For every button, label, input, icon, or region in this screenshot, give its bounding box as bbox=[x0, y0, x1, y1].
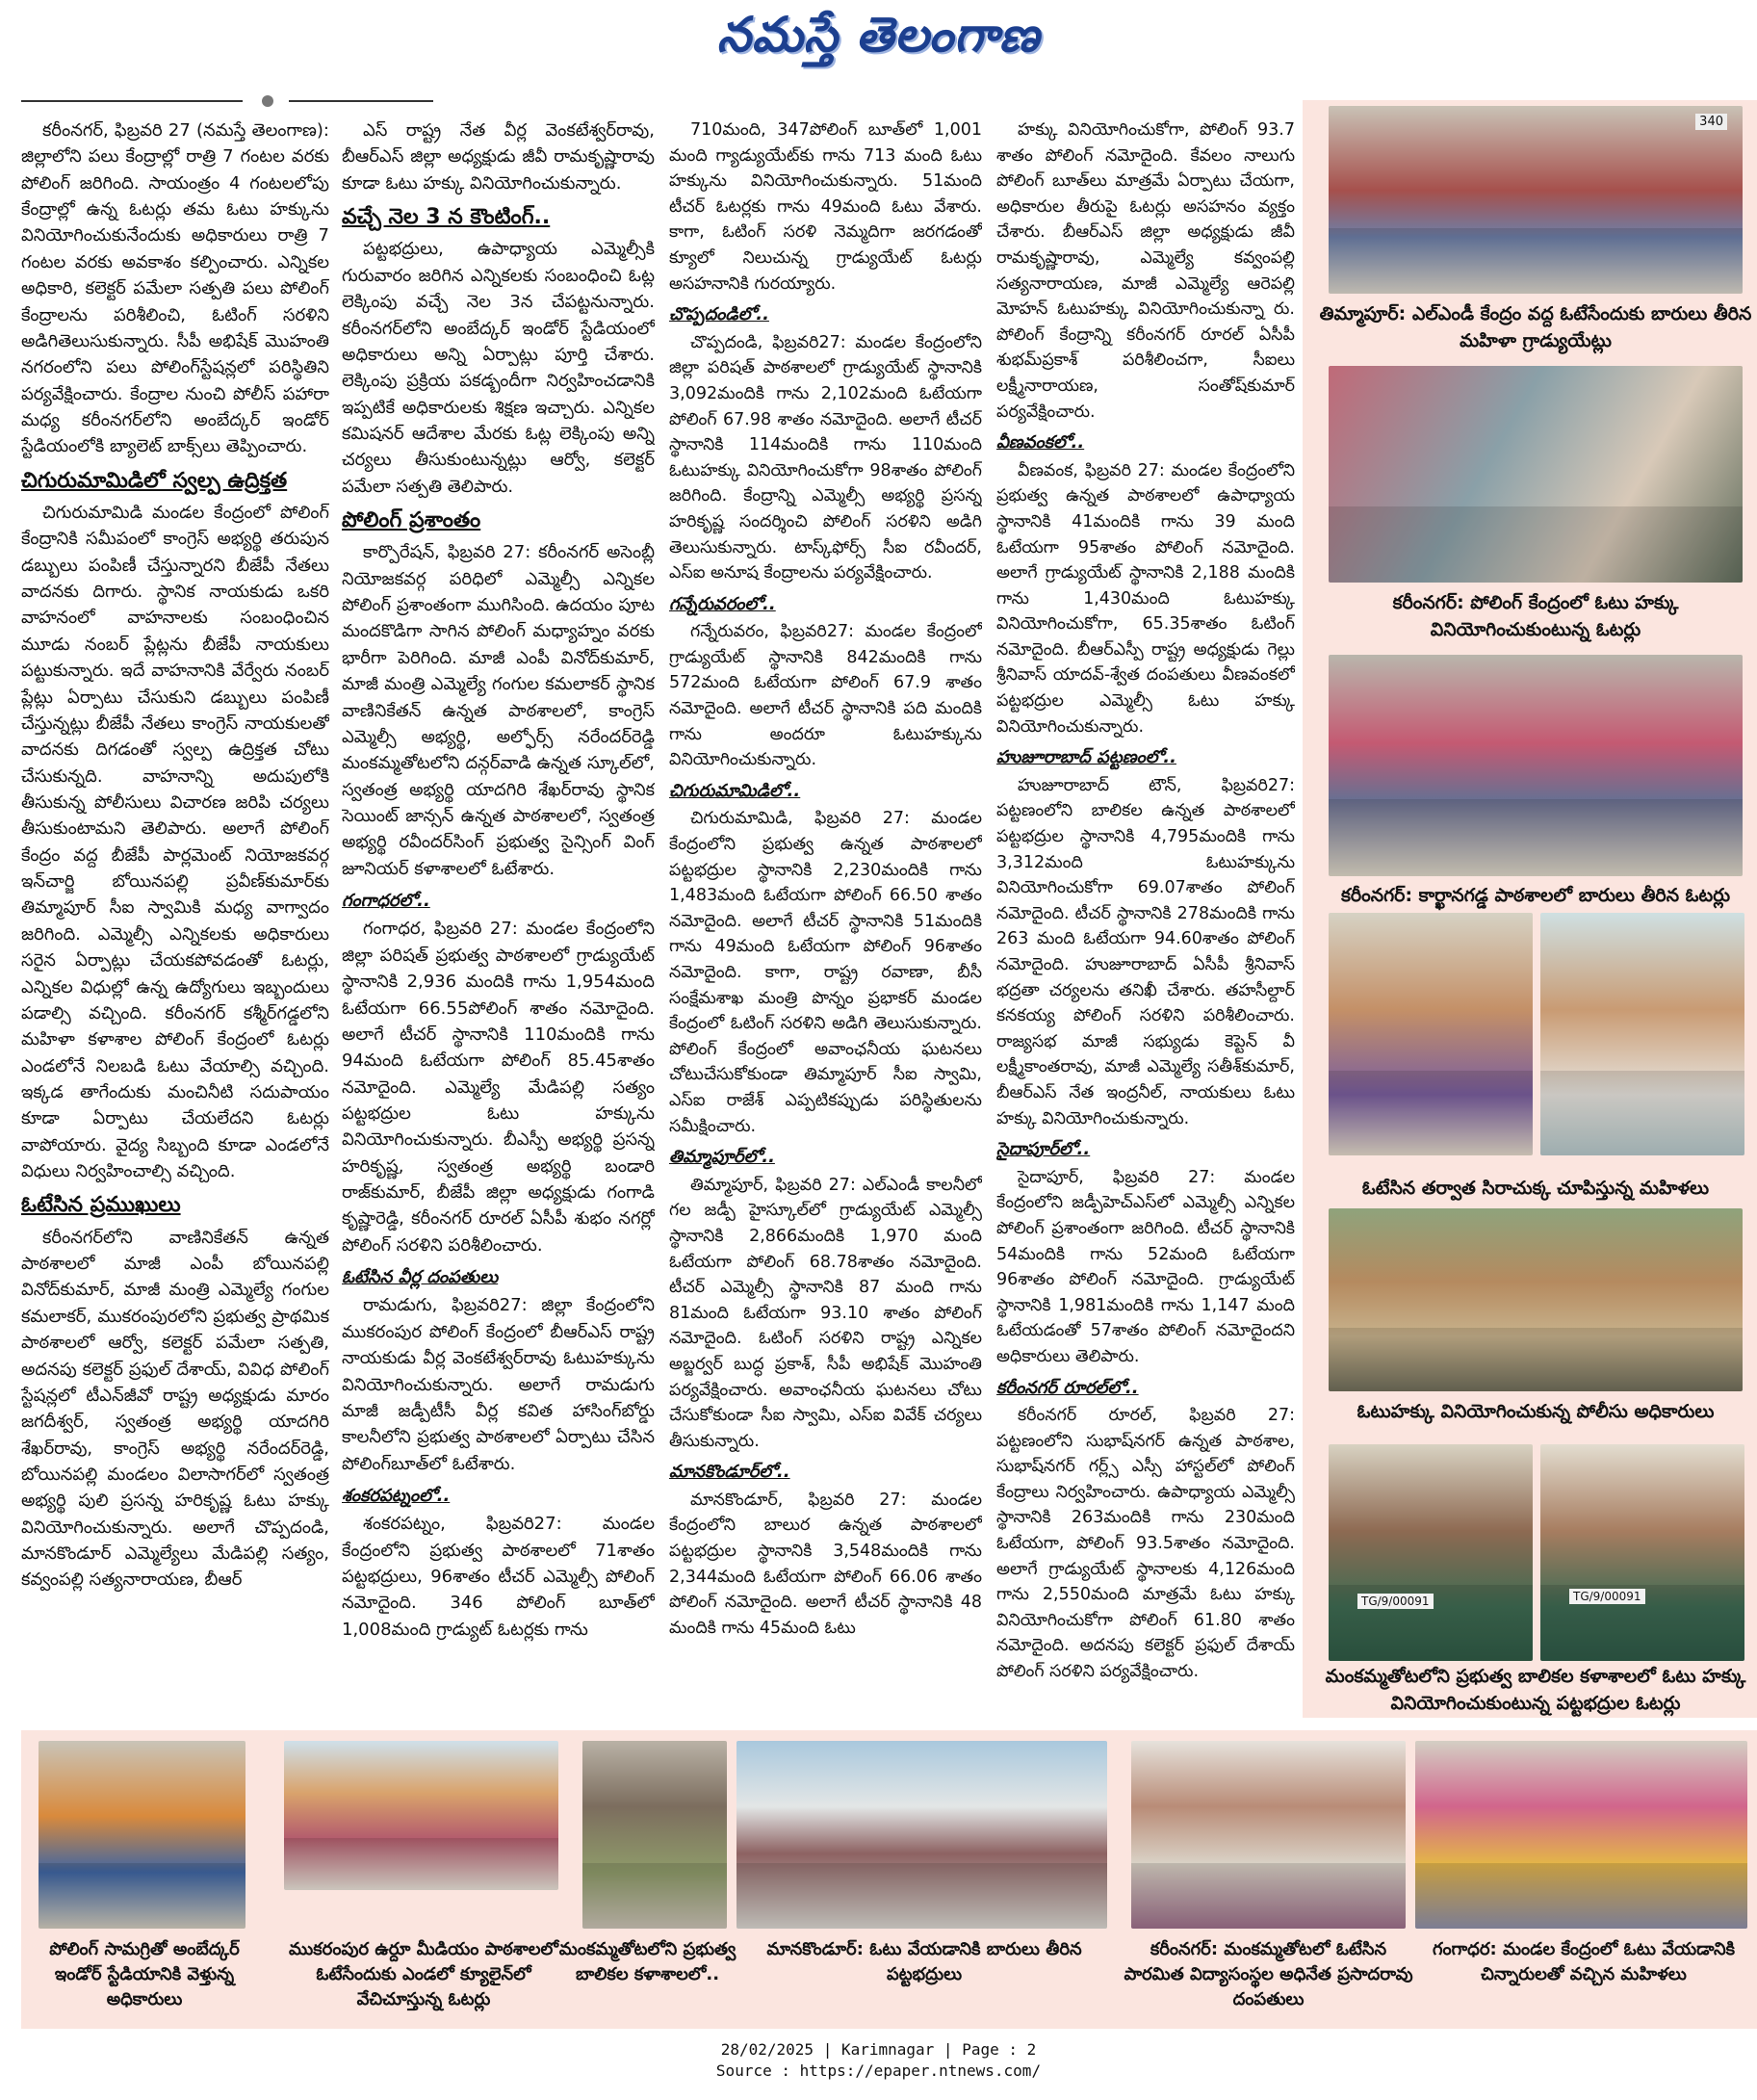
section-heading: గంగాధరలో.. bbox=[342, 891, 430, 912]
photo-woman-ink-2 bbox=[1540, 913, 1744, 1155]
sidebar-caption-2: కరీంనగర్: పోలింగ్ కేంద్రంలో ఓటు హక్కు వినియోగించుకుంటున్న ఓటర్లు bbox=[1392, 592, 1679, 640]
sidebar-caption-3: కరీంనగర్: కార్ఖానగడ్డ పాఠశాలలో బారులు తీరిన ఓటర్లు bbox=[1340, 885, 1731, 906]
section-heading: సైదాపూర్‌లో.. bbox=[996, 1139, 1091, 1160]
photo-queue-karkhanagadda bbox=[1329, 655, 1743, 876]
article-column-1 bbox=[21, 117, 329, 1599]
section-heading: మానకొండూర్‌లో.. bbox=[669, 1462, 790, 1483]
article-paragraph: చిగురుమామిడి, ఫిబ్రవరి 27: మండల కేంద్రంలోని ప్రభుత్వ ఉన్నత పాఠశాలలో పట్టభద్రుల స్థానానికి 2,230మందికి గాను 1,483మంది ఓటేయగా పోలింగ్ 66.50 శాతం నమోదైంది. అలాగే టీచర్ స్థానానికి 51మందికి గాను 49మంది ఓటేయగా పోలింగ్ 96శాతం నమోదైంది. కాగా, రాష్ట్ర రవాణా, బీసీ సంక్షేమశాఖ మంత్రి పొన్నం ప్రభాకర్ మండల కేంద్రంలో ఓటింగ్ సరళిని అడిగి తెలుసుకున్నారు. పోలింగ్ కేంద్రంలో అవాంఛనీయ ఘటనలు చోటుచేసుకోకుండా తిమ్మాపూర్ సీఐ స్వామి, ఎస్ఐ రాజేశ్ ఎప్పటికప్పుడు పరిస్థితులను సమీక్షించారు. bbox=[669, 809, 982, 1136]
section-heading: గన్నేరువరంలో.. bbox=[669, 593, 776, 614]
article-paragraph: పట్టభద్రులు, ఉపాధ్యాయ ఎమ్మెల్సీకి గురువారం జరిగిన ఎన్నికలకు సంబంధించి ఓట్ల లెక్కింపు వచ్చే నెల 3న చేపట్టనున్నారు. కరీంనగర్‌లోని అంబేద్కర్ ఇండోర్ స్టేడియంలో అధికారులు అన్ని ఏర్పాట్లు పూర్తి చేశారు. లెక్కింపు ప్రక్రియ పకడ్బందీగా నిర్వహించడానికి ఇప్పటికే అధికారులకు శిక్షణ ఇచ్చారు. ఎన్నికల కమిషనర్ ఆదేశాల మేరకు ఓట్ల లెక్కింపు అన్ని చర్యలు తీసుకుంటున్నట్లు ఆర్వో, కలెక్టర్ పమేలా సత్పతి తెలిపారు. bbox=[342, 239, 655, 497]
article-column-3 bbox=[669, 117, 982, 1646]
ballot-box-label-2: TG/9/00091 bbox=[1569, 1589, 1645, 1604]
sidebar-caption-5: ఓటుహక్కు వినియోగించుకున్న పోలీసు అధికారులు bbox=[1357, 1401, 1715, 1422]
article-paragraph: మానకొండూర్, ఫిబ్రవరి 27: మండల కేంద్రంలోని బాలుర ఉన్నత పాఠశాలలో పట్టభద్రుల స్థానానికి 3,548మందికి గాను 2,344మంది ఓటేయగా పోలింగ్ 66.06 శాతం పోలింగ్ నమోదైంది. అలాగే టీచర్ స్థానానికి 48 మందికి గాను 45మంది ఓటు bbox=[669, 1490, 982, 1638]
footer-source: Source : https://epaper.ntnews.com/ bbox=[715, 2061, 1042, 2080]
article-paragraph: గంగాధర, ఫిబ్రవరి 27: మండల కేంద్రంలోని జిల్లా పరిషత్ ప్రభుత్వ పాఠశాలలో గ్రాడ్యుయేట్ స్థానానికి 2,936 మందికి గాను 1,954మంది ఓటేయగా 66.55పోలింగ్ శాతం నమోదైంది. అలాగే టీచర్ స్థానానికి 110మందికి గాను 94మంది ఓటేయగా పోలింగ్ 85.45శాతం నమోదైంది. ఎమ్మెల్యే మేడిపల్లి సత్యం పట్టభద్రుల ఓటు హక్కును వినియోగించుకున్నారు. బీఎస్పీ అభ్యర్థి ప్రసన్న హరికృష్ణ, స్వతంత్ర అభ్యర్థి బండారి రాజ్‌కుమార్, బీజేపీ జిల్లా అధ్యక్షుడు గంగాడి కృష్ణారెడ్డి, కరీంనగర్ రూరల్ ఏసీపీ శుభం నగర్లో పోలింగ్ సరళిని పరిశీలించారు. bbox=[342, 919, 655, 1256]
sidebar-caption-1: తిమ్మాపూర్: ఎల్ఎండీ కేంద్రం వద్ద ఓటేసేందుకు బారులు తీరిన మహిళా గ్రాడ్యుయేట్లు bbox=[1319, 303, 1752, 351]
room-number-sign: 340 bbox=[1695, 114, 1727, 130]
article-column-4 bbox=[996, 117, 1295, 1691]
article-paragraph: చిగురుమామిడి మండల కేంద్రంలో పోలింగ్ కేంద్రానికి సమీపంలో కాంగ్రెస్ అభ్యర్థి తరుపున డబ్బులు పంపిణీ చేస్తున్నారని బీజేపీ నేతలు వాదనకు దిగారు. స్థానిక నాయకుడు ఒకరి వాహనంలో వాహనాలకు సంబంధించిన మూడు నంబర్ ప్లేట్లను బీజేపీ నాయకులు పట్టుకున్నారు. ఇదే వాహనానికి వేర్వేరు నంబర్ ప్లేట్లు ఏర్పాటు చేసుకుని డబ్బులు పంపిణీ చేస్తున్నట్లు బీజేపీ నేతలు కాంగ్రెస్ నాయకులతో వాదనకు దిగడంతో స్వల్ప ఉద్రిక్తత చోటు చేసుకున్నది. వాహనాన్ని అదుపులోకి తీసుకున్న పోలీసులు విచారణ జరిపి చర్యలు తీసుకుంటామని తెలిపారు. అలాగే పోలింగ్ కేంద్రం వద్ద బీజేపీ పార్లమెంట్ నియోజకవర్గ ఇన్‌చార్జి బోయినపల్లి ప్రవీణ్‌కుమార్‌కు తిమ్మాపూర్ సీఐ స్వామికి మధ్య వాగ్వాదం జరిగింది. ఎమ్మెల్సీ ఎన్నికలకు అధికారులు సరైన ఏర్పాట్లు చేయకపోవడంతో ఓటర్లు, ఎన్నికల విధుల్లో ఉన్న ఉద్యోగులు ఇబ్బందులు పడాల్సి వచ్చింది. కరీంనగర్ కశ్మీర్‌గడ్డలోని మహిళా కళాశాల పోలింగ్ కేంద్రంలో ఓటర్లు ఎండలోనే నిలబడి ఓటు వేయాల్సి వచ్చింది. ఇక్కడ తాగేందుకు మంచినీటి సదుపాయం కూడా ఏర్పాటు చేయలేదని ఓటర్లు వాపోయారు. వైద్య సిబ్బంది కూడా ఎండలోనే విధులు నిర్వహించాల్సి వచ్చింది. bbox=[21, 503, 329, 1182]
photo-officials-with-material bbox=[39, 1741, 245, 1929]
photo-ballot-box-2 bbox=[1540, 1444, 1744, 1661]
article-paragraph: వీణవంక, ఫిబ్రవరి 27: మండల కేంద్రంలోని ప్రభుత్వ ఉన్నత పాఠశాలలో ఉపాధ్యాయ స్థానానికి 41మందికి గాను 39 మంది ఓటేయగా 95శాతం పోలింగ్ నమోదైంది. అలాగే గ్రాడ్యుయేట్ స్థానానికి 2,188 మందికి గాను 1,430మంది ఓటుహక్కు వినియోగించుకోగా, 65.35శాతం ఓటింగ్ నమోదైంది. బీఆర్ఎస్పీ రాష్ట్ర అధ్యక్షుడు గెల్లు శ్రీనివాస్ యాదవ్-శ్వేత దంపతులు వీణవంకలో పట్టభద్రుల ఎమ్మెల్సీ ఓటు హక్కు వినియోగించుకున్నారు. bbox=[996, 460, 1295, 737]
photo-manakondur-queue bbox=[736, 1741, 1107, 1929]
bottom-caption-3: మంకమ్మతోటలోని ప్రభుత్వ బాలికల కళాశాలలో.. bbox=[558, 1939, 736, 1984]
bottom-caption-1: పోలింగ్ సామగ్రితో అంబేద్కర్ ఇండోర్ స్టేడియానికి వెళ్తున్న అధికారులు bbox=[49, 1939, 240, 2009]
sidebar-caption-4: ఓటేసిన తర్వాత సిరాచుక్క చూపిస్తున్న మహిళలు bbox=[1361, 1178, 1710, 1199]
article-paragraph: చొప్పదండి, ఫిబ్రవరి27: మండల కేంద్రంలోని జిల్లా పరిషత్ పాఠశాలలో గ్రాడ్యుయేట్ స్థానానికి 3,092మందికి గాను 2,102మంది ఓటేయగా పోలింగ్ 67.98 శాతం నమోదైంది. అలాగే టీచర్ స్థానానికి 114మందికి గాను 110మంది ఓటుహక్కు వినియోగించుకోగా 98శాతం పోలింగ్ జరిగింది. కేంద్రాన్ని ఎమ్మెల్సీ అభ్యర్థి ప్రసన్న హరికృష్ణ సందర్శించి పోలింగ్ సరళిని అడిగి తెలుసుకున్నారు. టాస్క్‌ఫోర్స్ సీఐ రవీందర్, ఎస్ఐ అనూష కేంద్రాలను పర్యవేక్షించారు. bbox=[669, 332, 982, 583]
article-paragraph: శంకరపట్నం, ఫిబ్రవరి27: మండల కేంద్రంలోని ప్రభుత్వ పాఠశాలలో 71శాతం పట్టభద్రులు, 96శాతం టీచర్ ఎమ్మెల్సీ పోలింగ్ నమోదైంది. 346 పోలింగ్ బూత్‌లో 1,008మంది గ్రాడ్యుట్ ఓటర్లకు గాను bbox=[342, 1514, 655, 1640]
photo-couple-voted bbox=[1131, 1741, 1406, 1929]
bottom-caption-5: కరీంనగర్: మంకమ్మతోటలో ఓటేసిన పారమిత విద్యాసంస్థల అధినేత ప్రసాదరావు దంపతులు bbox=[1124, 1939, 1413, 2009]
newspaper-title: నమస్తే తెలంగాణ bbox=[716, 6, 1041, 63]
section-heading: చిగురుమామిడిలో స్వల్ప ఉద్రిక్తత bbox=[21, 468, 288, 493]
section-heading: కరీంనగర్ రూరల్‌లో.. bbox=[996, 1377, 1139, 1398]
article-paragraph: కరీంనగర్‌లోని వాణినికేతన్ ఉన్నత పాఠశాలలో మాజీ ఎంపీ బోయినపల్లి వినోద్‌కుమార్, మాజీ మంత్రి ఎమ్మెల్యే గంగుల కమలాకర్, ముకరంపురలోని ప్రభుత్వ ప్రాథమిక పాఠశాలలో ఆర్వో, కలెక్టర్ పమేలా సత్పతి, అదనపు కలెక్టర్ ప్రఫుల్ దేశాయ్, వివిధ పోలింగ్ స్టేషన్లలో టీఎన్‌జీవో రాష్ట్ర అధ్యక్షుడు మారం జగదీశ్వర్, స్వతంత్ర అభ్యర్థి యాదగిరి శేఖర్‌రావు, కాంగ్రెస్ అభ్యర్థి నరేందర్‌రెడ్డి, బోయినపల్లి మండలం విలాసాగర్‌లో స్వతంత్ర అభ్యర్థి పులి ప్రసన్న హరికృష్ణ ఓటు హక్కు వినియోగించుకున్నారు. అలాగే చొప్పదండి, మానకొండూర్ ఎమ్మెల్యేలు మేడిపల్లి సత్యం, కవ్వంపల్లి సత్యనారాయణ, బీఆర్ bbox=[21, 1227, 329, 1591]
photo-voters-karimnagar bbox=[1329, 366, 1743, 583]
article-paragraph: హుజూరాబాద్ టౌన్, ఫిబ్రవరి27: పట్టణంలోని బాలికల ఉన్నత పాఠశాలలో పట్టభద్రుల స్థానానికి 4,795మందికి గాను 3,312మంది ఓటుహక్కును వినియోగించుకోగా 69.07శాతం పోలింగ్ నమోదైంది. టీచర్ స్థానానికి 278మందికి గాను 263 మంది ఓటేయగా 94.60శాతం పోలింగ్ నమోదైంది. హుజూరాబాద్ ఏసీపీ శ్రీనివాస్ భద్రతా చర్యలను తనిఖీ చేశారు. తహసీల్దార్ కనకయ్య పోలింగ్ సరళిని పరిశీలించారు. రాజ్యసభ మాజీ సభ్యుడు కెప్టెన్ వీ లక్ష్మీకాంతరావు, మాజీ ఎమ్మెల్యే సతీశ్‌కుమార్, బీఆర్ఎస్ నేత ఇంద్రనీల్, నాయకులు ఓటు హక్కు వినియోగించుకున్నారు. bbox=[996, 775, 1295, 1128]
article-paragraph: కరీంనగర్ రూరల్, ఫిబ్రవరి 27: పట్టణంలోని సుభాష్‌నగర్ ఉన్నత పాఠశాల, సుభాష్‌నగర్ గర్ల్స్ ఎస్సీ హాస్టల్‌లో పోలింగ్ కేంద్రాలు నిర్వహించారు. ఉపాధ్యాయ ఎమ్మెల్సీ స్థానానికి 263మందికి గాను 230మంది ఓటేయగా, పోలింగ్ 93.5శాతం నమోదైంది. అలాగే గ్రాడ్యుయేట్ స్థానాలకు 4,126మంది గాను 2,550మంది మాత్రమే ఓటు హక్కు వినియోగించుకోగా పోలింగ్ 61.80 శాతం నమోదైంది. అదనపు కలెక్టర్ ప్రఫుల్ దేశాయ్ పోలింగ్ సరళిని పర్యవేక్షించారు. bbox=[996, 1406, 1295, 1682]
section-heading: ఓటేసిన వీర్ల దంపతులు bbox=[342, 1267, 499, 1288]
photo-voters-queue-timmapur bbox=[1329, 106, 1743, 294]
photo-queue-mukarampura bbox=[284, 1741, 558, 1890]
top-rule-right bbox=[289, 100, 433, 102]
section-heading: ఓటేసిన ప్రముఖులు bbox=[21, 1193, 181, 1218]
section-heading: హుజూరాబాద్ పట్టణంలో.. bbox=[996, 747, 1176, 768]
bottom-caption-6: గంగాధర: మండల కేంద్రంలో ఓటు వేయడానికి చిన్నారులతో వచ్చిన మహిళలు bbox=[1432, 1939, 1736, 1984]
article-paragraph: ఎస్ రాష్ట్ర నేత వీర్ల వెంకటేశ్వర్‌రావు, బీఆర్ఎస్ జిల్లా అధ్యక్షుడు జీవీ రామకృష్ణారావు కూడా ఓటు హక్కు వినియోగించుకున్నారు. bbox=[342, 120, 655, 194]
top-rule-dot bbox=[262, 95, 273, 107]
article-paragraph: హక్కు వినియోగించుకోగా, పోలింగ్ 93.7 శాతం పోలింగ్ నమోదైంది. కేవలం నాలుగు పోలింగ్ బూత్‌లు మాత్రమే ఏర్పాటు చేయగా, అధికారుల తీరుపై ఓటర్లు అసహనం వ్యక్తం చేశారు. బీఆర్ఎస్ జిల్లా అధ్యక్షుడు జీవీ రామకృష్ణారావు, ఎమ్మెల్యే కవ్వంపల్లి సత్యనారాయణ, మాజీ ఎమ్మెల్యే ఆరెపల్లి మోహన్ ఓటుహక్కు వినియోగించుకున్నా రు. పోలింగ్ కేంద్రాన్ని కరీంనగర్ రూరల్ ఏసీపీ శుభమ్‌ప్రకాశ్ పరిశీలించగా, సీఐలు లక్ష్మీనారాయణ, సంతోష్‌కుమార్ పర్యవేక్షించారు. bbox=[996, 120, 1295, 422]
top-rule-left bbox=[21, 100, 243, 102]
section-heading: తిమ్మాపూర్‌లో.. bbox=[669, 1147, 775, 1168]
photo-police-officers bbox=[1329, 1208, 1743, 1391]
footer-date-page: 28/02/2025 | Karimnagar | Page : 2 bbox=[720, 2040, 1037, 2059]
sidebar-caption-6: మంకమ్మతోటలోని ప్రభుత్వ బాలికల కళాశాలలో ఓటు హక్కు వినియోగించుకుంటున్న పట్టభద్రుల ఓటర్లు bbox=[1325, 1666, 1746, 1714]
article-paragraph: 710మంది, 347పోలింగ్ బూత్‌లో 1,001 మంది గ్యాడ్యుయేట్‌కు గాను 713 మంది ఓటు హక్కును వినియోగించుకున్నారు. 51మంది టీచర్ ఓటర్లకు గాను 49మంది ఓటు వేశారు. కాగా, ఓటింగ్ సరళి నెమ్మదిగా జరగడంతో క్యూలో నిలుచున్న గ్రాడ్యుయేట్ ఓటర్లు అసహనానికి గురయ్యారు. bbox=[669, 120, 982, 294]
article-paragraph: కరీంనగర్, ఫిబ్రవరి 27 (నమస్తే తెలంగాణ): జిల్లాలోని పలు కేంద్రాల్లో రాత్రి 7 గంటల వరకు పోలింగ్ జరిగింది. సాయంత్రం 4 గంటలలోపు కేంద్రాల్లో ఉన్న ఓటర్లు తమ ఓటు హక్కును వినియోగించుకునేందుకు అధికారులు రాత్రి 7 గంటల వరకు అవకాశం కల్పించారు. ఎన్నికల అధికారి, కలెక్టర్ పమేలా సత్పతి పలు పోలింగ్ కేంద్రాలను పరిశీలించి, ఓటింగ్ సరళిని అడిగితెలుసుకున్నారు. సీపీ అభిషేక్ మొహంతి నగరంలోని పలు పోలింగ్‌స్టేషన్లలో పరిస్థితిని పర్యవేక్షించారు. కేంద్రాల నుంచి పోలీస్ పహారా మధ్య కరీంనగర్‌లోని అంబేద్కర్ ఇండోర్ స్టేడియంలోకి బ్యాలెట్ బాక్స్‌లు తెప్పించారు. bbox=[21, 120, 329, 457]
section-heading: వచ్చే నెల 3 న కౌంటింగ్.. bbox=[342, 205, 551, 230]
section-heading: వీణవంకలో.. bbox=[996, 432, 1085, 454]
photo-voter-crutches bbox=[582, 1741, 727, 1929]
article-column-2 bbox=[342, 117, 655, 1648]
article-paragraph: రామడుగు, ఫిబ్రవరి27: జిల్లా కేంద్రంలోని ముకరంపుర పోలింగ్ కేంద్రంలో బీఆర్ఎస్ రాష్ట్ర నాయకుడు వీర్ల వెంకటేశ్వర్‌రావు ఓటుహక్కును వినియోగించుకున్నారు. అలాగే రామడుగు మాజీ జడ్పీటీసీ వీర్ల కవిత హాసింగ్‌బోర్డు కాలనీలోని ప్రభుత్వ పాఠశాలలో ఏర్పాటు చేసిన పోలింగ్‌బూత్‌లో ఓటేశారు. bbox=[342, 1295, 655, 1474]
bottom-caption-2: ముకరంపుర ఉర్దూ మీడియం పాఠశాలలో ఓటేసేందుకు ఎండలో క్యూలైన్‌లో వేచిచూస్తున్న ఓటర్లు bbox=[289, 1939, 558, 2009]
page-footer bbox=[0, 2039, 1757, 2082]
bottom-caption-4: మానకొండూర్: ఓటు వేయడానికి బారులు తీరిన పట్టభద్రులు bbox=[766, 1939, 1082, 1984]
article-paragraph: సైదాపూర్, ఫిబ్రవరి 27: మండల కేంద్రంలోని జడ్పీహెచ్ఎస్‌లో ఎమ్మెల్సీ ఎన్నికల పోలింగ్ ప్రశాంతంగా జరిగింది. టీచర్ స్థానానికి 54మందికి గాను 52మంది ఓటేయగా 96శాతం పోలింగ్ నమోదైంది. గ్రాడ్యుయేట్ స్థానానికి 1,981మందికి గాను 1,147 మంది ఓటేయడంతో 57శాతం పోలింగ్ నమోదైందని అధికారులు తెలిపారు. bbox=[996, 1167, 1295, 1366]
masthead bbox=[0, 0, 1757, 77]
article-paragraph: గన్నేరువరం, ఫిబ్రవరి27: మండల కేంద్రంలో గ్రాడ్యుయేట్ స్థానానికి 842మందికి గాను 572మంది ఓటేయగా పోలింగ్ 67.9 శాతం నమోదైంది. అలాగే టీచర్ స్థానానికి పది మందికి గాను అందరూ ఓటుహక్కును వినియోగించుకున్నారు. bbox=[669, 622, 982, 770]
section-heading: చిగురుమామిడిలో.. bbox=[669, 780, 801, 801]
section-heading: పోలింగ్ ప్రశాంతం bbox=[342, 508, 481, 533]
section-heading: చొప్పదండిలో.. bbox=[669, 304, 769, 325]
article-paragraph: కార్పొరేషన్, ఫిబ్రవరి 27: కరీంనగర్ అసెంబ్లీ నియోజకవర్గ పరిధిలో ఎమ్మెల్సీ ఎన్నికల పోలింగ్ ప్రశాంతంగా ముగిసింది. ఉదయం పూట మందకొడిగా సాగిన పోలింగ్ మధ్యాహ్నం వరకు భారీగా పెరిగింది. మాజీ ఎంపీ వినోద్‌కుమార్, మాజీ మంత్రి ఎమ్మెల్యే గంగుల కమలాకర్ స్థానిక వాణినికేతన్ ఉన్నత పాఠశాలలో, కాంగ్రెస్ ఎమ్మెల్సీ అభ్యర్థి, అల్ఫోర్స్ నరేందర్‌రెడ్డి మంకమ్మతోటలోని దన్గర్‌వాడి ఉన్నత స్కూల్‌లో, స్వతంత్ర అభ్యర్థి యాదగిరి శేఖర్‌రావు స్థానిక సెయింట్ జాన్సన్ ఉన్నత పాఠశాలలో, స్వతంత్ర అభ్యర్థి రవీందర్‌సింగ్ ప్రభుత్వ సైన్సింగ్ వింగ్ జూనియర్ కళాశాలలో ఓటేశారు. bbox=[342, 542, 655, 879]
article-paragraph: తిమ్మాపూర్, ఫిబ్రవరి 27: ఎల్ఎండీ కాలనీలో గల జడ్పీ హైస్కూల్‌లో గ్రాడ్యుయేట్ ఎమ్మెల్సీ స్థానానికి 2,866మందికి 1,970 మంది ఓటేయగా పోలింగ్ 68.78శాతం నమోదైంది. టీచర్ ఎమ్మెల్సీ స్థానానికి 87 మంది గాను 81మంది ఓటేయగా 93.10 శాతం పోలింగ్ నమోదైంది. ఓటింగ్ సరళిని రాష్ట్ర ఎన్నికల అబ్జర్వర్ బుద్ధ ప్రకాశ్, సీపీ అభిషేక్ మొహంతి పర్యవేక్షించారు. అవాంఛనీయ ఘటనలు చోటు చేసుకోకుండా సీఐ స్వామి, ఎస్ఐ వివేక్ చర్యలు తీసుకున్నారు. bbox=[669, 1175, 982, 1451]
section-heading: శంకరపట్నంలో.. bbox=[342, 1485, 451, 1506]
photo-women-with-children bbox=[1415, 1741, 1747, 1929]
ballot-box-label-1: TG/9/00091 bbox=[1357, 1594, 1434, 1609]
photo-ballot-box-1 bbox=[1329, 1444, 1533, 1661]
photo-woman-ink-1 bbox=[1329, 913, 1533, 1155]
